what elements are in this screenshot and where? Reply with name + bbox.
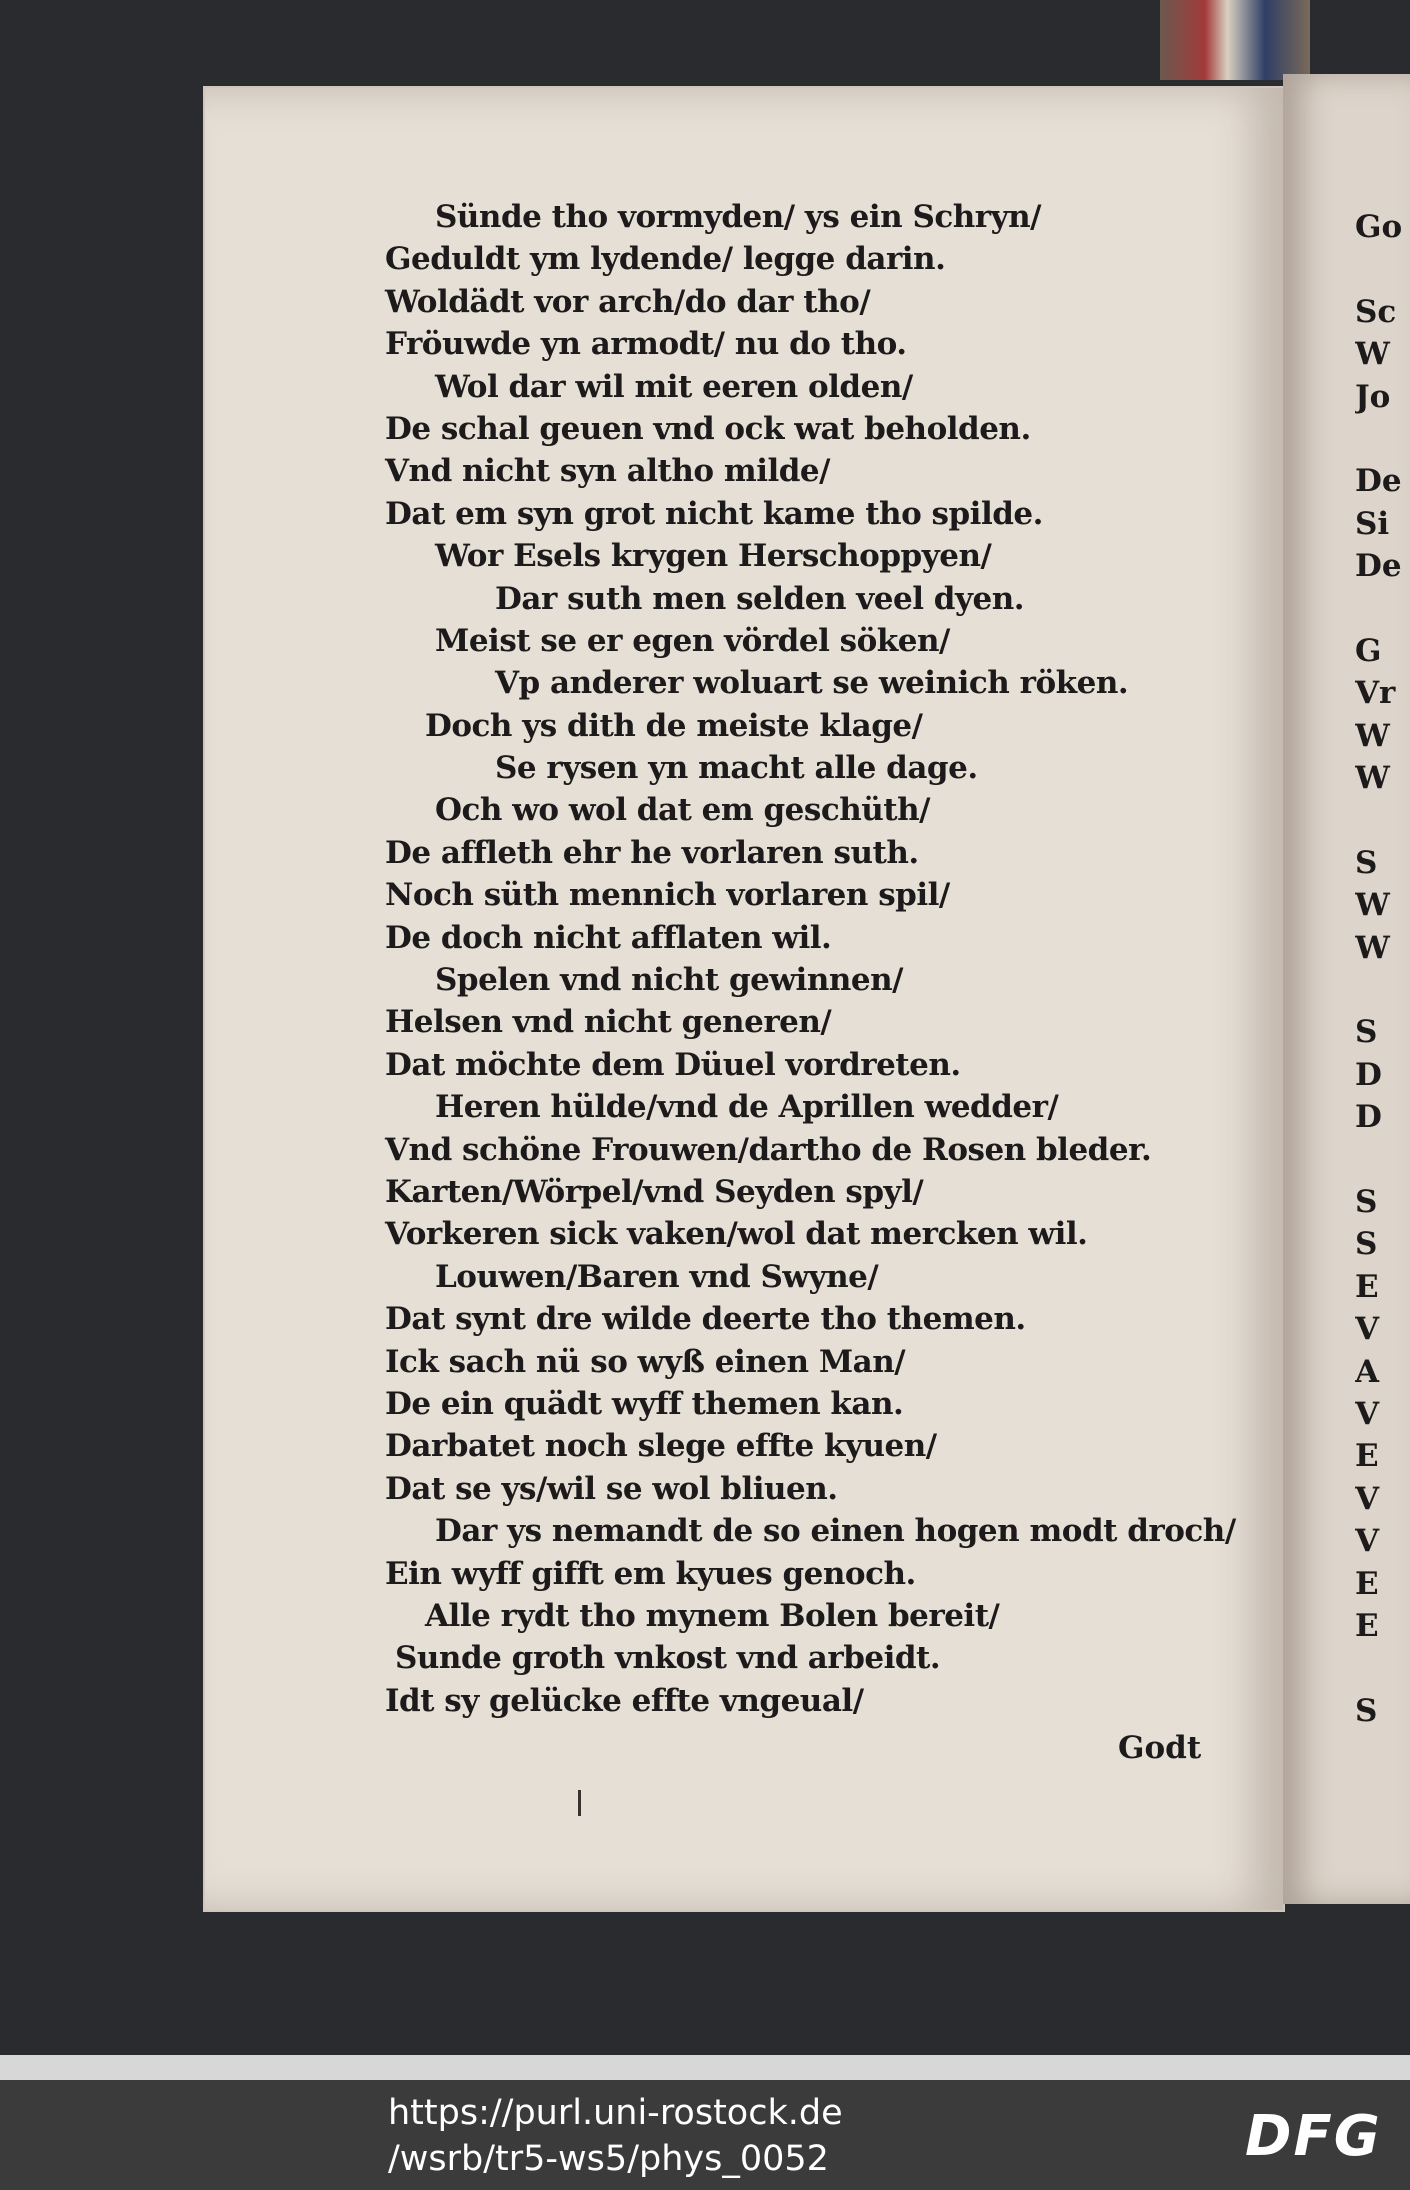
text-line: De schal geuen vnd ock wat beholden. — [385, 410, 1031, 447]
text-line: Idt sy gelücke effte vngeual/ — [385, 1682, 864, 1719]
facing-line: W — [1355, 760, 1390, 797]
facing-line: De — [1355, 463, 1402, 500]
text-line: Ick sach nü so wyß einen Man/ — [385, 1343, 906, 1380]
facing-line: W — [1355, 717, 1390, 754]
text-line: Geduldt ym lydende/ legge darin. — [385, 241, 946, 278]
text-line: Wor Esels krygen Herschoppyen/ — [435, 538, 992, 575]
permalink-line-1[interactable]: https://purl.uni-rostock.de — [388, 2093, 843, 2133]
text-line: De affleth ehr he vorlaren suth. — [385, 834, 919, 871]
text-line: Dat se ys/wil se wol bliuen. — [385, 1470, 838, 1507]
facing-line — [1355, 799, 1410, 841]
text-line: Fröuwde yn armodt/ nu do tho. — [385, 326, 907, 363]
facing-line — [1355, 969, 1410, 1011]
facing-line: E — [1355, 1438, 1379, 1475]
text-line: Helsen vnd nicht generen/ — [385, 1004, 832, 1041]
facing-line: V — [1355, 1395, 1380, 1432]
footer — [0, 2080, 1410, 2190]
facing-line: A — [1355, 1353, 1380, 1390]
text-line: Alle rydt tho mynem Bolen bereit/ — [425, 1597, 1000, 1634]
facing-line: De — [1355, 548, 1402, 585]
text-line: Darbatet noch slege effte kyuen/ — [385, 1428, 937, 1465]
page-text — [385, 196, 1235, 1722]
facing-line: Vr — [1355, 675, 1396, 712]
text-line: Dat em syn grot nicht kame tho spilde. — [385, 495, 1043, 532]
text-line: Vorkeren sick vaken/wol dat mercken wil. — [385, 1216, 1088, 1253]
facing-line: V — [1355, 1523, 1380, 1560]
text-line: Dar ys nemandt de so einen hogen modt droch/ — [435, 1513, 1236, 1550]
permalink-line-2[interactable]: /wsrb/tr5-ws5/phys_0052 — [388, 2139, 829, 2179]
facing-line: W — [1355, 336, 1390, 373]
facing-line: E — [1355, 1268, 1379, 1305]
page-mark — [578, 1790, 581, 1816]
text-line: Vnd nicht syn altho milde/ — [385, 453, 830, 490]
text-line: De doch nicht afflaten wil. — [385, 919, 832, 956]
facing-line: S — [1355, 844, 1378, 881]
text-line: Se rysen yn macht alle dage. — [495, 750, 978, 787]
facing-line: Si — [1355, 505, 1390, 542]
facing-line — [1355, 588, 1410, 630]
facing-line: S — [1355, 1692, 1378, 1729]
facing-line: D — [1355, 1099, 1382, 1136]
text-line: Sunde groth vnkost vnd arbeidt. — [395, 1640, 941, 1677]
text-line: Dar suth men selden veel dyen. — [495, 580, 1025, 617]
facing-line: W — [1355, 929, 1390, 966]
text-line: Spelen vnd nicht gewinnen/ — [435, 962, 903, 999]
book-spine-edge — [1160, 0, 1310, 80]
facing-line: Sc — [1355, 293, 1397, 330]
text-line: Vp anderer woluart se weinich röken. — [495, 665, 1129, 702]
facing-line — [1355, 248, 1410, 290]
dfg-logo: DFG — [1245, 2104, 1382, 2169]
text-line: Och wo wol dat em geschüth/ — [435, 792, 930, 829]
facing-line: G — [1355, 632, 1382, 669]
text-line: Doch ys dith de meiste klage/ — [425, 707, 923, 744]
text-line: Vnd schöne Frouwen/dartho de Rosen bleder. — [385, 1131, 1152, 1168]
text-line: Woldädt vor arch/do dar tho/ — [385, 283, 871, 320]
text-line: Heren hülde/vnd de Aprillen wedder/ — [435, 1089, 1059, 1126]
facing-line: V — [1355, 1311, 1380, 1348]
facing-line: E — [1355, 1565, 1379, 1602]
text-line: Meist se er egen vördel söken/ — [435, 622, 950, 659]
permalink[interactable] — [388, 2090, 843, 2182]
facing-line: E — [1355, 1607, 1379, 1644]
facing-line: S — [1355, 1014, 1378, 1051]
facing-line — [1355, 1139, 1410, 1181]
facing-line — [1355, 418, 1410, 460]
text-line: Noch süth mennich vorlaren spil/ — [385, 877, 950, 914]
text-line: Ein wyff gifft em kyues genoch. — [385, 1555, 916, 1592]
facing-page-text — [1355, 206, 1410, 1732]
text-line: Louwen/Baren vnd Swyne/ — [435, 1258, 879, 1295]
facing-line — [1355, 1647, 1410, 1689]
text-line: Karten/Wörpel/vnd Seyden spyl/ — [385, 1173, 924, 1210]
facing-line: S — [1355, 1226, 1378, 1263]
facing-line: D — [1355, 1056, 1382, 1093]
facing-line: S — [1355, 1183, 1378, 1220]
facing-line: W — [1355, 887, 1390, 924]
text-line: Dat synt dre wilde deerte tho themen. — [385, 1301, 1026, 1338]
text-line: Sünde tho vormyden/ ys ein Schryn/ — [435, 199, 1041, 235]
text-line: Wol dar wil mit eeren olden/ — [435, 368, 913, 405]
catchword: Godt — [1118, 1730, 1202, 1766]
facing-line: Jo — [1355, 378, 1391, 415]
text-line: De ein quädt wyff themen kan. — [385, 1385, 904, 1422]
footer-divider — [0, 2055, 1410, 2080]
text-line: Dat möchte dem Düuel vordreten. — [385, 1046, 961, 1083]
facing-line: Go — [1355, 209, 1403, 245]
facing-line: V — [1355, 1480, 1380, 1517]
